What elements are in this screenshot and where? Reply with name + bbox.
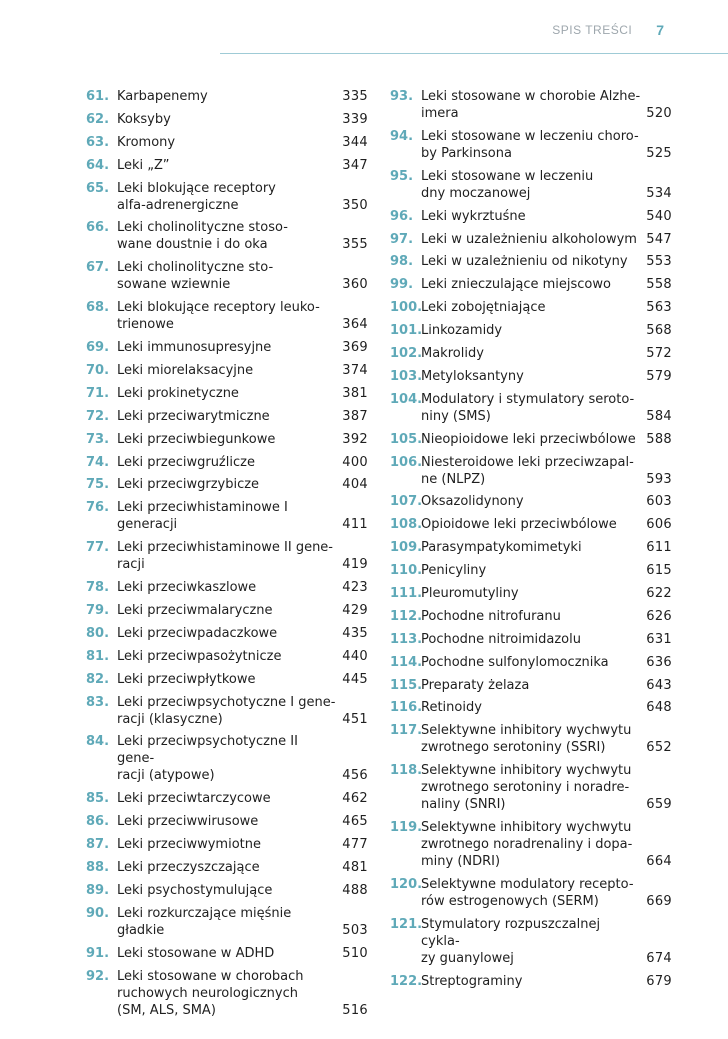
toc-entry[interactable] [86,385,368,402]
entry-title: Leki przeciwpsychotyczne II gene- racji (atypowe) [117,734,298,784]
toc-entry[interactable] [390,973,672,990]
toc-entry[interactable] [86,859,368,876]
entry-number: 76. [86,500,110,516]
entry-title: Leki w uzależnieniu od nikotyny [421,254,628,270]
entry-page: 622 [646,586,672,602]
entry-page: 381 [342,385,368,401]
entry-title: Leki przeciwpłytkowe [117,671,256,687]
entry-title: Leki psychostymulujące [117,882,273,898]
entry-title: Linkozamidy [421,323,503,339]
entry-number: 101. [390,323,423,339]
entry-title: Leki stosowane w leczeniu choro- by Parkinsona [421,128,639,161]
entry-title: Leki stosowane w ADHD [117,945,275,961]
entry-title: Selektywne inhibitory wychwytu zwrotnego serotoniny (SSRI) [421,723,632,756]
toc-entry[interactable] [86,733,368,784]
entry-page: 679 [646,973,672,989]
entry-title: Leki blokujące receptory alfa-adrenergiczne [117,180,276,213]
entry-page: 568 [646,323,672,339]
toc-entry[interactable] [86,259,368,293]
entry-page: 369 [342,340,368,356]
entry-title: Leki prokinetyczne [117,385,239,401]
entry-number: 114. [390,654,423,670]
entry-number: 102. [390,346,423,362]
toc-entry[interactable] [86,602,368,619]
entry-page: 347 [342,157,368,173]
entry-page: 636 [646,654,672,670]
toc-entry[interactable] [86,408,368,425]
entry-page: 588 [646,431,672,447]
entry-page: 611 [646,540,672,556]
entry-number: 110. [390,563,423,579]
entry-page: 374 [342,363,368,379]
toc-entry[interactable] [390,208,672,225]
entry-page: 579 [646,368,672,384]
entry-title: Leki przeciwbiegunkowe [117,431,276,447]
entry-title: Leki przeciwgrzybicze [117,477,260,493]
toc-entry[interactable] [390,276,672,293]
entry-title: Leki w uzależnieniu alkoholowym [421,231,637,247]
entry-page: 387 [342,408,368,424]
page-number: 7 [656,22,664,38]
entry-page: 593 [646,471,672,487]
entry-number: 70. [86,363,110,379]
entry-title: Pochodne nitroimidazolu [421,631,581,647]
entry-page: 465 [342,814,368,830]
entry-number: 78. [86,580,110,596]
entry-number: 104. [390,391,423,407]
entry-number: 90. [86,905,110,921]
entry-title: Oksazolidynony [421,494,524,510]
toc-entry[interactable] [86,579,368,596]
entry-title: Leki immunosupresyjne [117,340,272,356]
entry-number: 75. [86,477,110,493]
toc-entry[interactable] [86,134,368,151]
entry-page: 456 [342,768,368,784]
toc-entry[interactable] [86,476,368,493]
entry-title: Metyloksantyny [421,368,524,384]
entry-page: 631 [646,631,672,647]
toc-entry[interactable] [390,253,672,270]
entry-number: 116. [390,700,423,716]
entry-title: Leki stosowane w chorobach ruchowych neurologicznych (SM, ALS, SMA) [117,968,304,1018]
entry-number: 115. [390,677,423,693]
entry-title: Leki przeciwwymiotne [117,837,261,853]
entry-number: 93. [390,89,414,104]
entry-number: 73. [86,431,110,447]
toc-entry[interactable] [86,945,368,962]
toc-entry[interactable] [86,180,368,214]
entry-page: 355 [342,237,368,253]
entry-number: 87. [86,837,110,853]
entry-number: 83. [86,694,110,710]
entry-title: Leki przeciwpadaczkowe [117,625,278,641]
toc-entry[interactable] [86,362,368,379]
entry-page: 445 [342,671,368,687]
toc-entry[interactable] [390,391,672,425]
entry-title: Kromony [117,134,176,150]
entry-number: 79. [86,603,110,619]
toc-entry[interactable] [390,516,672,533]
toc-column-right [390,88,672,996]
toc-entry[interactable] [390,677,672,694]
entry-page: 435 [342,625,368,641]
entry-page: 400 [342,454,368,470]
toc-entry[interactable] [390,585,672,602]
section-title: SPIS TREŚCI [552,23,633,37]
entry-number: 117. [390,723,423,739]
entry-page: 451 [342,711,368,727]
toc-entry[interactable] [390,762,672,813]
entry-page: 615 [646,563,672,579]
toc-entry[interactable] [390,88,672,122]
entry-number: 64. [86,157,110,173]
entry-page: 462 [342,791,368,807]
entry-page: 481 [342,860,368,876]
entry-title: Leki przeciwhistaminowe I generacji [117,500,288,533]
entry-title: Nieopioidowe leki przeciwbólowe [421,431,636,447]
entry-number: 72. [86,408,110,424]
entry-page: 404 [342,477,368,493]
entry-number: 92. [86,968,110,984]
entry-title: Leki znieczulające miejscowo [421,277,611,293]
entry-number: 65. [86,180,110,196]
toc-entry[interactable] [390,539,672,556]
entry-number: 118. [390,763,423,779]
toc-entry[interactable] [390,231,672,248]
entry-title: Leki rozkurczające mięśnie gładkie [117,905,292,938]
entry-title: Pochodne nitrofuranu [421,608,561,624]
entry-page: 364 [342,317,368,333]
toc-entry[interactable] [390,876,672,910]
entry-page: 584 [646,408,672,424]
toc-entry[interactable] [390,128,672,162]
toc-entry[interactable] [390,345,672,362]
entry-title: Selektywne inhibitory wychwytu zwrotnego serotoniny i noradre- naliny (SNRI) [421,763,632,813]
toc-entry[interactable] [86,671,368,688]
toc-entry[interactable] [390,493,672,510]
entry-number: 98. [390,254,414,270]
entry-page: 335 [342,89,368,104]
entry-page: 664 [646,854,672,870]
entry-number: 108. [390,517,423,533]
entry-page: 350 [342,197,368,213]
entry-page: 488 [342,882,368,898]
entry-title: Leki przeciwtarczycowe [117,791,271,807]
entry-title: Selektywne inhibitory wychwytu zwrotnego noradrenaliny i dopa- miny (NDRI) [421,820,633,870]
entry-title: Leki przeciwmalaryczne [117,603,273,619]
entry-title: Preparaty żelaza [421,677,530,693]
entry-page: 606 [646,517,672,533]
entry-title: Pochodne sulfonylomocznika [421,654,609,670]
entry-page: 626 [646,608,672,624]
entry-title: Pleuromutyliny [421,586,519,602]
toc-entry[interactable] [390,722,672,756]
entry-title: Leki miorelaksacyjne [117,363,254,379]
toc-entry[interactable] [86,431,368,448]
entry-number: 94. [390,128,414,144]
toc-entry[interactable] [86,625,368,642]
entry-title: Leki przeciwwirusowe [117,814,259,830]
entry-title: Leki przeciwarytmiczne [117,408,270,424]
entry-page: 534 [646,185,672,201]
entry-title: Niesteroidowe leki przeciwzapal- ne (NLPZ) [421,454,634,487]
entry-page: 419 [342,557,368,573]
entry-page: 553 [646,254,672,270]
entry-number: 91. [86,945,110,961]
entry-title: Leki cholinolityczne sto- sowane wziewnie [117,260,274,293]
entry-page: 520 [646,106,672,121]
entry-page: 392 [342,431,368,447]
entry-page: 563 [646,300,672,316]
entry-title: Leki „Z” [117,157,170,173]
entry-title: Koksyby [117,111,171,127]
entry-number: 103. [390,368,423,384]
entry-number: 120. [390,877,423,893]
entry-title: Leki cholinolityczne stoso- wane doustnie i do oka [117,220,288,253]
entry-page: 344 [342,134,368,150]
entry-number: 63. [86,134,110,150]
entry-title: Leki stosowane w leczeniu dny moczanowej [421,168,594,201]
toc-entry[interactable] [86,339,368,356]
entry-title: Modulatory i stymulatory seroto- niny (SMS) [421,391,635,424]
entry-title: Stymulatory rozpuszczalnej cykla- zy guanylowej [421,916,601,966]
entry-number: 80. [86,625,110,641]
entry-number: 99. [390,277,414,293]
toc-entry[interactable] [390,562,672,579]
entry-page: 440 [342,648,368,664]
entry-page: 572 [646,346,672,362]
entry-page: 423 [342,580,368,596]
toc-entry[interactable] [86,790,368,807]
entry-title: Leki zobojętniające [421,300,546,316]
entry-number: 77. [86,540,110,556]
toc-entry[interactable] [86,539,368,573]
toc-entry[interactable] [390,916,672,967]
entry-page: 503 [342,922,368,938]
entry-title: Retinoidy [421,700,482,716]
entry-number: 122. [390,973,423,989]
toc-entry[interactable] [86,111,368,128]
toc-entry[interactable] [390,608,672,625]
entry-title: Leki stosowane w chorobie Alzhe- imera [421,89,641,121]
entry-title: Streptograminy [421,973,523,989]
entry-number: 88. [86,860,110,876]
entry-number: 69. [86,340,110,356]
entry-page: 674 [646,950,672,966]
entry-number: 96. [390,208,414,224]
entry-page: 510 [342,945,368,961]
running-header [552,19,664,41]
entry-number: 67. [86,260,110,276]
toc-entry[interactable] [86,499,368,533]
entry-title: Parasympatykomimetyki [421,540,582,556]
entry-page: 429 [342,603,368,619]
entry-page: 669 [646,894,672,910]
entry-number: 112. [390,608,423,624]
entry-number: 109. [390,540,423,556]
toc-entry[interactable] [390,368,672,385]
entry-number: 74. [86,454,110,470]
entry-number: 82. [86,671,110,687]
entry-page: 360 [342,277,368,293]
entry-number: 111. [390,586,423,602]
entry-number: 95. [390,168,414,184]
entry-page: 411 [342,517,368,533]
entry-title: Opioidowe leki przeciwbólowe [421,517,617,533]
toc-entry[interactable] [390,654,672,671]
entry-title: Leki wykrztuśne [421,208,526,224]
entry-title: Leki przeciwpasożytnicze [117,648,282,664]
entry-page: 339 [342,111,368,127]
entry-page: 652 [646,740,672,756]
entry-title: Leki przeczyszczające [117,860,260,876]
entry-number: 89. [86,882,110,898]
entry-page: 648 [646,700,672,716]
entry-page: 516 [342,1002,368,1018]
entry-number: 81. [86,648,110,664]
entry-number: 97. [390,231,414,247]
entry-page: 540 [646,208,672,224]
toc-entry[interactable] [86,836,368,853]
entry-number: 61. [86,89,110,104]
toc-entry[interactable] [86,905,368,939]
header-rule [220,53,728,54]
toc-entry[interactable] [390,454,672,488]
entry-page: 558 [646,277,672,293]
entry-number: 68. [86,300,110,316]
toc-entry[interactable] [86,157,368,174]
entry-number: 66. [86,220,110,236]
entry-page: 547 [646,231,672,247]
entry-page: 477 [342,837,368,853]
entry-page: 603 [646,494,672,510]
entry-page: 643 [646,677,672,693]
toc-entry[interactable] [86,813,368,830]
toc-entry[interactable] [86,694,368,728]
toc-entry[interactable] [86,88,368,105]
entry-title: Leki blokujące receptory leuko- trienowe [117,300,320,333]
entry-title: Karbapenemy [117,89,208,104]
entry-number: 121. [390,916,423,932]
entry-number: 119. [390,820,423,836]
entry-title: Penicyliny [421,563,487,579]
toc-entry[interactable] [86,299,368,333]
toc-entry[interactable] [390,631,672,648]
entry-number: 100. [390,300,423,316]
entry-title: Leki przeciwgruźlicze [117,454,255,470]
entry-title: Makrolidy [421,346,484,362]
toc-entry[interactable] [86,454,368,471]
toc-entry[interactable] [86,968,368,1019]
entry-page: 659 [646,797,672,813]
entry-page: 525 [646,145,672,161]
toc-entry[interactable] [390,299,672,316]
entry-number: 62. [86,111,110,127]
toc-entry[interactable] [390,819,672,870]
toc-column-left [86,88,368,1025]
entry-title: Leki przeciwkaszlowe [117,580,257,596]
entry-number: 84. [86,734,110,750]
entry-number: 85. [86,791,110,807]
entry-number: 71. [86,385,110,401]
entry-number: 105. [390,431,423,447]
toc-entry[interactable] [86,219,368,253]
toc-entry[interactable] [86,648,368,665]
toc-entry[interactable] [390,699,672,716]
entry-title: Leki przeciwhistaminowe II gene- racji [117,540,333,573]
toc-entry[interactable] [390,168,672,202]
entry-title: Selektywne modulatory recepto- rów estrogenowych (SERM) [421,877,634,910]
entry-number: 107. [390,494,423,510]
entry-title: Leki przeciwpsychotyczne I gene- racji (klasyczne) [117,694,336,727]
toc-entry[interactable] [390,322,672,339]
toc-entry[interactable] [86,882,368,899]
entry-number: 86. [86,814,110,830]
entry-number: 113. [390,631,423,647]
entry-number: 106. [390,454,423,470]
toc-entry[interactable] [390,431,672,448]
